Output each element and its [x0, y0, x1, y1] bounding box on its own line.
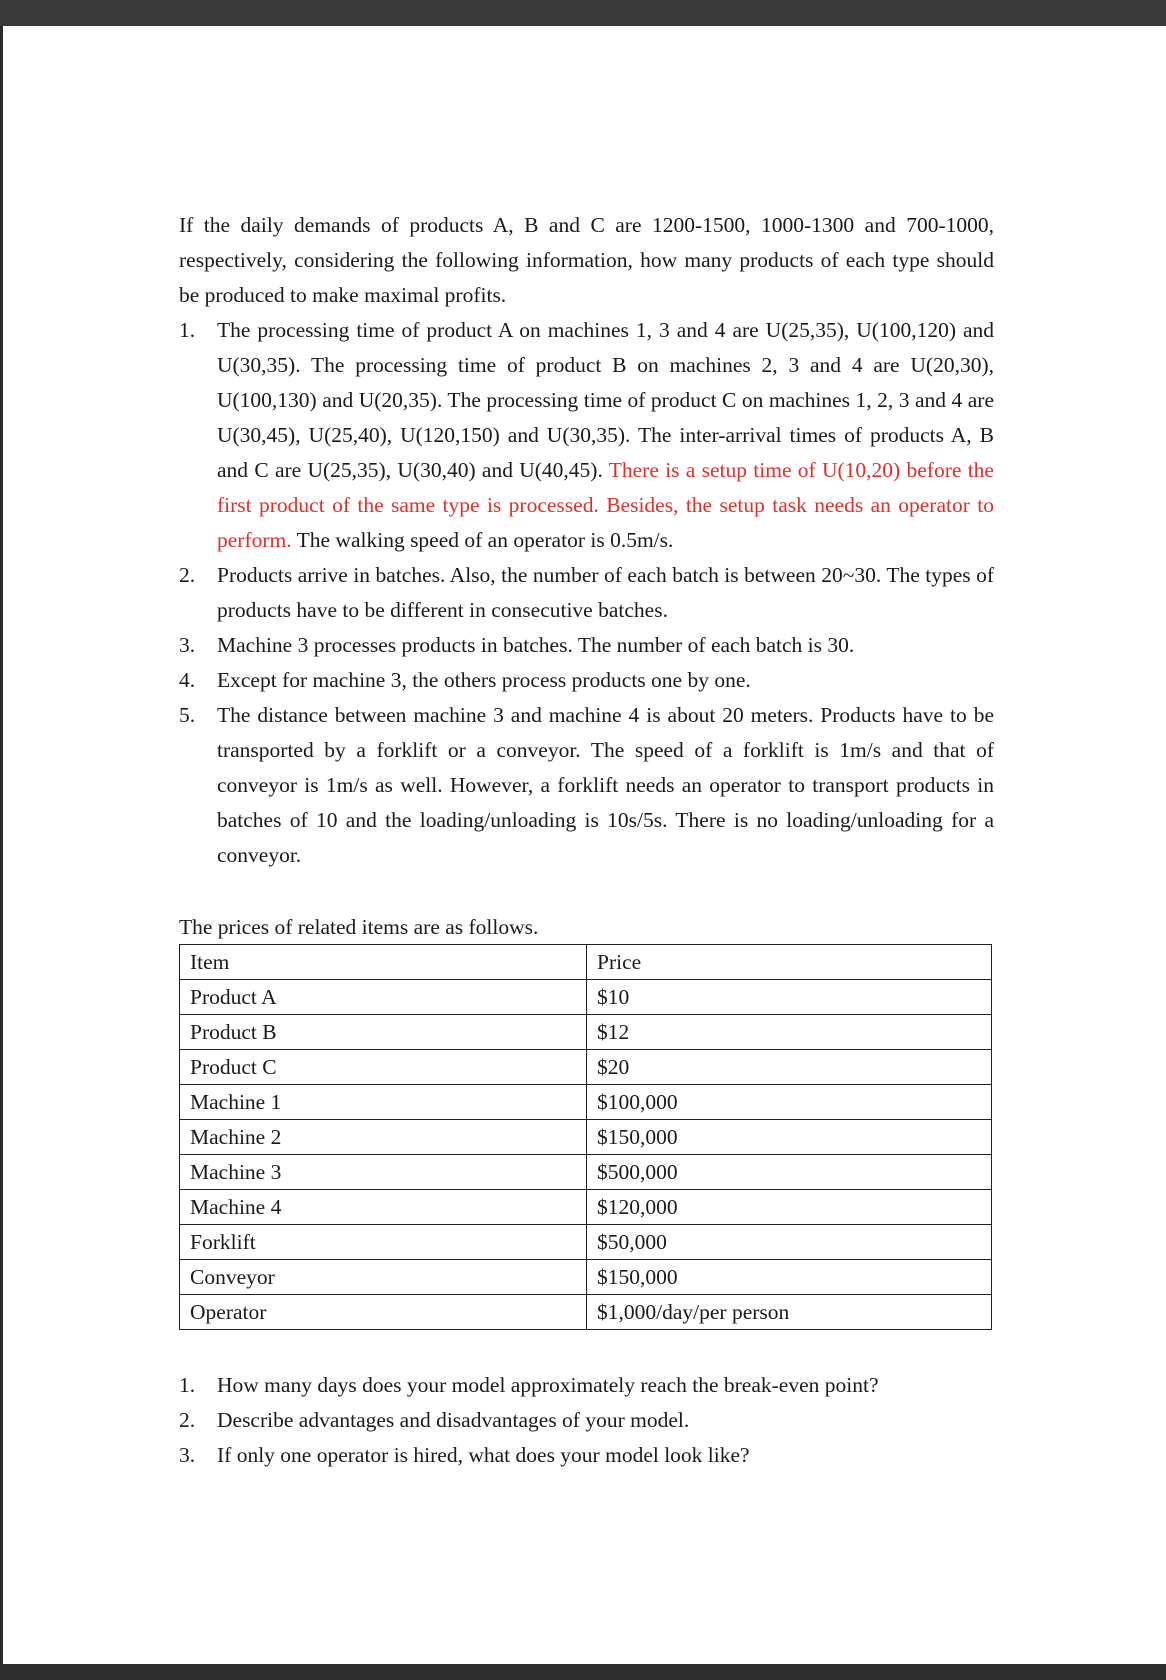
table-row: [180, 1260, 992, 1295]
prices-intro: The prices of related items are as follows.: [179, 915, 539, 939]
question-item: If only one operator is hired, what does your model look like?: [217, 1443, 750, 1467]
row-price: $20: [587, 1050, 992, 1085]
viewer-top-bar: [0, 0, 1166, 26]
row-item: Product B: [180, 1015, 587, 1050]
row-price: $120,000: [587, 1190, 992, 1225]
table-row: [180, 1190, 992, 1225]
row-item: Machine 2: [180, 1120, 587, 1155]
row-item: Machine 3: [180, 1155, 587, 1190]
condition-1-text: The processing time of product A on machines 1, 3 and 4 are U(25,35), U(100,120) and U(30,35). The processing time of product B on machines 2, 3 and 4 are U(20,30), U(100,130) and U(20,35). The processing time of product C on machines 1, 2, 3 and 4 are U(30,45), U(25,40), U(120,150) and U(30,35). The inter-arrival times of products A, B and C are U(25,35), U(30,40) and U(40,45).: [217, 318, 994, 482]
table-row: [180, 1225, 992, 1260]
table-row: [180, 1120, 992, 1155]
table-row: [180, 1155, 992, 1190]
document-page: [3, 26, 1166, 1664]
price-table: [179, 944, 992, 1330]
row-price: $50,000: [587, 1225, 992, 1260]
row-price: $150,000: [587, 1260, 992, 1295]
row-price: $1,000/day/per person: [587, 1295, 992, 1330]
row-item: Forklift: [180, 1225, 587, 1260]
table-row: [180, 1015, 992, 1050]
condition-item: Machine 3 processes products in batches. The number of each batch is 30.: [217, 633, 855, 657]
question-item: Describe advantages and disadvantages of your model.: [217, 1408, 690, 1432]
problem-intro: If the daily demands of products A, B and C are 1200-1500, 1000-1300 and 700-1000, respectively, considering the following information, how many products of each type should be produced to make maximal profits.: [179, 213, 994, 307]
table-row: [180, 1050, 992, 1085]
row-item: Product C: [180, 1050, 587, 1085]
row-price: $10: [587, 980, 992, 1015]
condition-1-text-end: The walking speed of an operator is 0.5m/s.: [296, 528, 674, 552]
row-price: $12: [587, 1015, 992, 1050]
condition-item: Products arrive in batches. Also, the number of each batch is between 20~30. The types of products have to be different in consecutive batches.: [217, 563, 994, 622]
row-item: Product A: [180, 980, 587, 1015]
questions-list: [179, 1368, 994, 1473]
row-item: Conveyor: [180, 1260, 587, 1295]
document-content: [179, 208, 994, 1473]
row-price: $150,000: [587, 1120, 992, 1155]
condition-item: Except for machine 3, the others process products one by one.: [217, 668, 751, 692]
row-price: $500,000: [587, 1155, 992, 1190]
condition-item: [217, 313, 994, 558]
question-item: How many days does your model approximately reach the break-even point?: [217, 1373, 879, 1397]
row-price: $100,000: [587, 1085, 992, 1120]
table-row: [180, 1295, 992, 1330]
condition-1-highlight: There is a setup time of U(10,20) before the first product of the same type is processed. Besides, the setup task needs an operator to perform.: [217, 458, 994, 552]
row-item: Machine 4: [180, 1190, 587, 1225]
viewer-bottom-bar: [0, 1664, 1166, 1680]
table-header-row: [180, 945, 992, 980]
row-item: Machine 1: [180, 1085, 587, 1120]
condition-item: The distance between machine 3 and machine 4 is about 20 meters. Products have to be transported by a forklift or a conveyor. The speed of a forklift is 1m/s and that of conveyor is 1m/s as well. However, a forklift needs an operator to transport products in batches of 10 and the loading/unloading is 10s/5s. There is no loading/unloading for a conveyor.: [217, 703, 994, 867]
header-price: Price: [587, 945, 992, 980]
header-item: Item: [180, 945, 587, 980]
conditions-list: [179, 313, 994, 873]
table-row: [180, 980, 992, 1015]
row-item: Operator: [180, 1295, 587, 1330]
table-row: [180, 1085, 992, 1120]
